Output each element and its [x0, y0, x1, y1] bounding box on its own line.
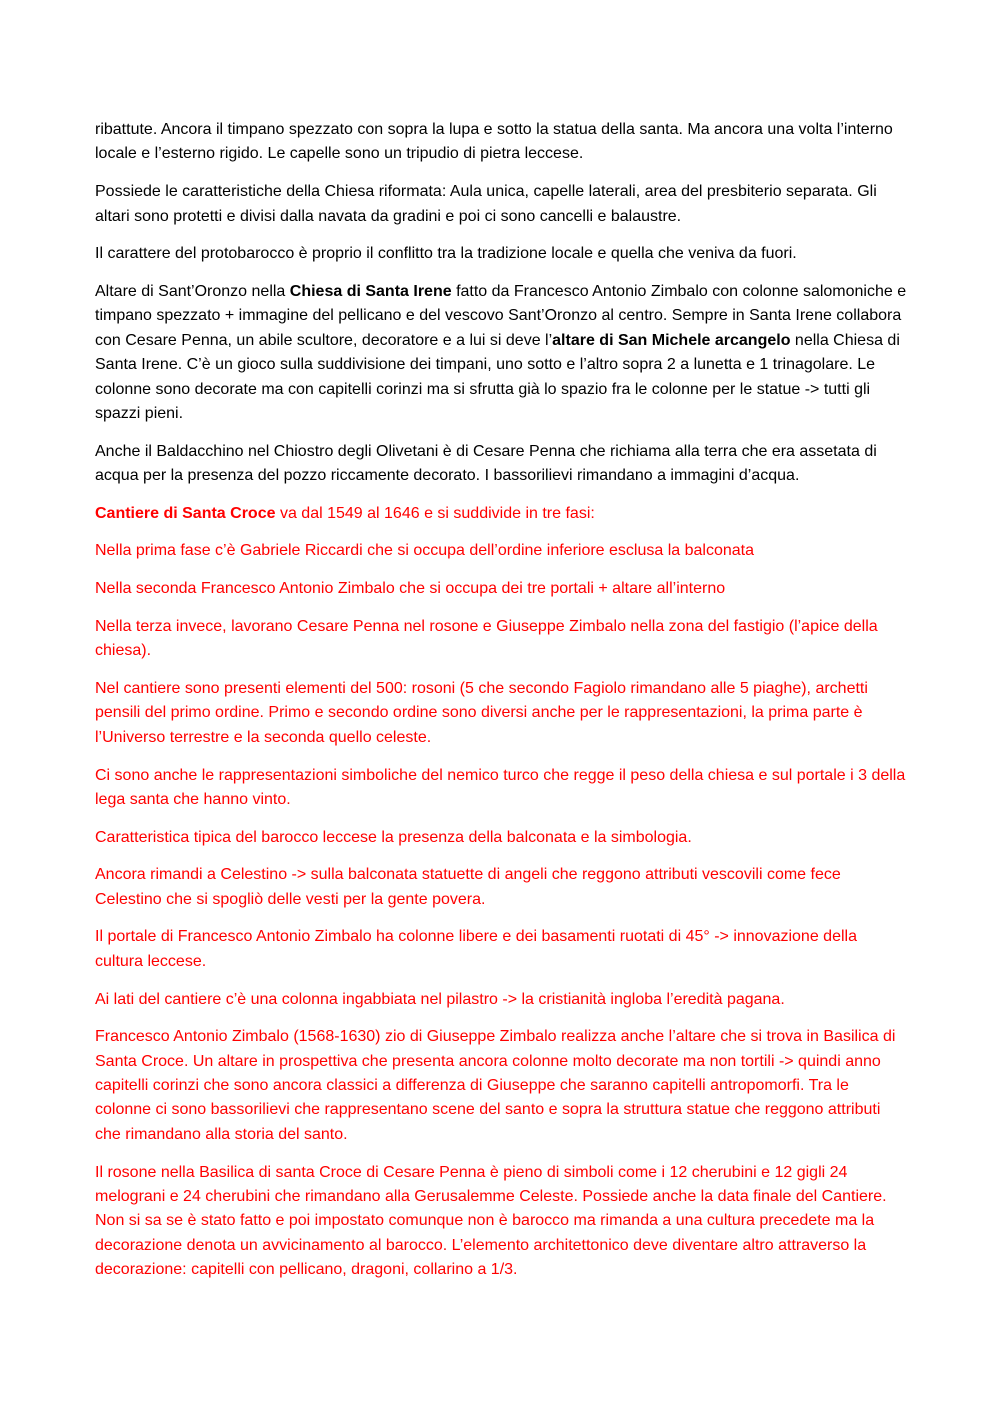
text-run: Il portale di Francesco Antonio Zimbalo ha colonne libere e dei basamenti ruotati di 45° -> innovazione della cultura leccese. [95, 928, 857, 970]
paragraph-red [95, 1161, 907, 1283]
paragraph-red [95, 539, 907, 563]
text-run: Ancora rimandi a Celestino -> sulla balconata statuette di angeli che reggono attributi vescovili come fece Celestino che si spogliò delle vesti per la gente povera. [95, 866, 841, 908]
paragraph-red [95, 677, 907, 750]
paragraph [95, 242, 907, 266]
paragraph-red [95, 764, 907, 813]
paragraph-red [95, 577, 907, 601]
paragraph [95, 440, 907, 489]
text-run: Il rosone nella Basilica di santa Croce di Cesare Penna è pieno di simboli come i 12 cherubini e 12 gigli 24 melograni e 24 cherubini che rimandano alla Gerusalemme Celeste. Possiede anche la data finale del Cantiere. Non si sa se è stato fatto e poi impostato comunque non è barocco ma rimanda a una cultura precedete ma la decorazione denota un avvicinamento al barocco. L’elemento architettonico deve diventare altro attraverso la decorazione: capitelli con pellicano, dragoni, collarino a 1/3. [95, 1163, 887, 1279]
text-run: Francesco Antonio Zimbalo (1568-1630) zio di Giuseppe Zimbalo realizza anche l’altare che si trova in Basilica di Santa Croce. Un altare in prospettiva che presenta ancora colonne molto decorate ma non tortili -> quindi anno capitelli corinzi che sono ancora classici a differenza di Giuseppe che saranno capitelli antropomorfi. Tra le colonne ci sono bassorilievi che rappresentano scene del santo e sopra la struttura statue che reggono attributi che rimandano alla storia del santo. [95, 1028, 896, 1143]
paragraph [95, 280, 907, 426]
paragraph-red [95, 925, 907, 974]
text-run: va dal 1549 al 1646 e si suddivide in tre fasi: [275, 504, 595, 522]
text-run: Nella prima fase c’è Gabriele Riccardi che si occupa dell’ordine inferiore esclusa la balconata [95, 542, 754, 560]
paragraph-red [95, 502, 907, 526]
paragraph-red [95, 826, 907, 850]
text-run: Nel cantiere sono presenti elementi del 500: rosoni (5 che secondo Fagiolo rimandano alle 5 piaghe), archetti pensili del primo ordine. Primo e secondo ordine sono diversi anche per le rappresentazioni, la prima parte è l’Universo terrestre e la seconda quello celeste. [95, 679, 868, 746]
text-run: Possiede le caratteristiche della Chiesa riformata: Aula unica, capelle laterali, area del presbiterio separata. Gli altari sono protetti e divisi dalla navata da gradini e poi ci sono cancelli e balaustre. [95, 183, 877, 225]
paragraph-red [95, 863, 907, 912]
paragraph-red [95, 988, 907, 1012]
text-run: Ci sono anche le rappresentazioni simboliche del nemico turco che regge il peso della chiesa e sul portale i 3 della lega santa che hanno vinto. [95, 766, 906, 808]
bold-text-run: Cantiere di Santa Croce [95, 504, 276, 522]
text-run: Altare di Sant’Oronzo nella [95, 282, 290, 300]
bold-text-run: altare di San Michele arcangelo [552, 331, 791, 349]
document-page [95, 118, 907, 1296]
text-run: Nella seconda Francesco Antonio Zimbalo che si occupa dei tre portali + altare all’interno [95, 580, 726, 598]
paragraph [95, 180, 907, 229]
paragraph [95, 118, 907, 167]
text-run: Nella terza invece, lavorano Cesare Penna nel rosone e Giuseppe Zimbalo nella zona del fastigio (l’apice della chiesa). [95, 617, 878, 660]
bold-text-run: Chiesa di Santa Irene [289, 282, 452, 300]
text-run: Ai lati del cantiere c’è una colonna ingabbiata nel pilastro -> la cristianità ingloba l’eredità pagana. [95, 990, 785, 1008]
paragraph-red [95, 615, 907, 664]
text-run: Anche il Baldacchino nel Chiostro degli Olivetani è di Cesare Penna che richiama alla terra che era assetata di acqua per la presenza del pozzo riccamente decorato. I bassorilievi rimandano a immagini d’acqua. [95, 442, 877, 485]
paragraph-red [95, 1025, 907, 1147]
text-run: Caratteristica tipica del barocco leccese la presenza della balconata e la simbologia. [95, 828, 692, 846]
text-run: nella Chiesa di Santa Irene. C’è un gioco sulla suddivisione dei timpani, uno sotto e l’altro sopra 2 a lunetta e 1 trinagolare. Le colonne sono decorate ma con capitelli corinzi ma si sfrutta già lo spazio fra le colonne per le statue -> tutti gli spazzi pieni. [95, 331, 900, 422]
text-run: ribattute. Ancora il timpano spezzato con sopra la lupa e sotto la statua della santa. Ma ancora una volta l’interno locale e l’esterno rigido. Le capelle sono un tripudio di pietra leccese. [95, 121, 893, 163]
text-run: Il carattere del protobarocco è proprio il conflitto tra la tradizione locale e quella che veniva da fuori. [95, 245, 797, 263]
text-run: fatto da Francesco Antonio Zimbalo con colonne salomoniche e timpano spezzato + immagine del pellicano e del vescovo Sant’Oronzo al centro. Sempre in Santa Irene collabora con Cesare Penna, un abile scultore, decoratore e a lui si deve l’ [95, 282, 907, 349]
